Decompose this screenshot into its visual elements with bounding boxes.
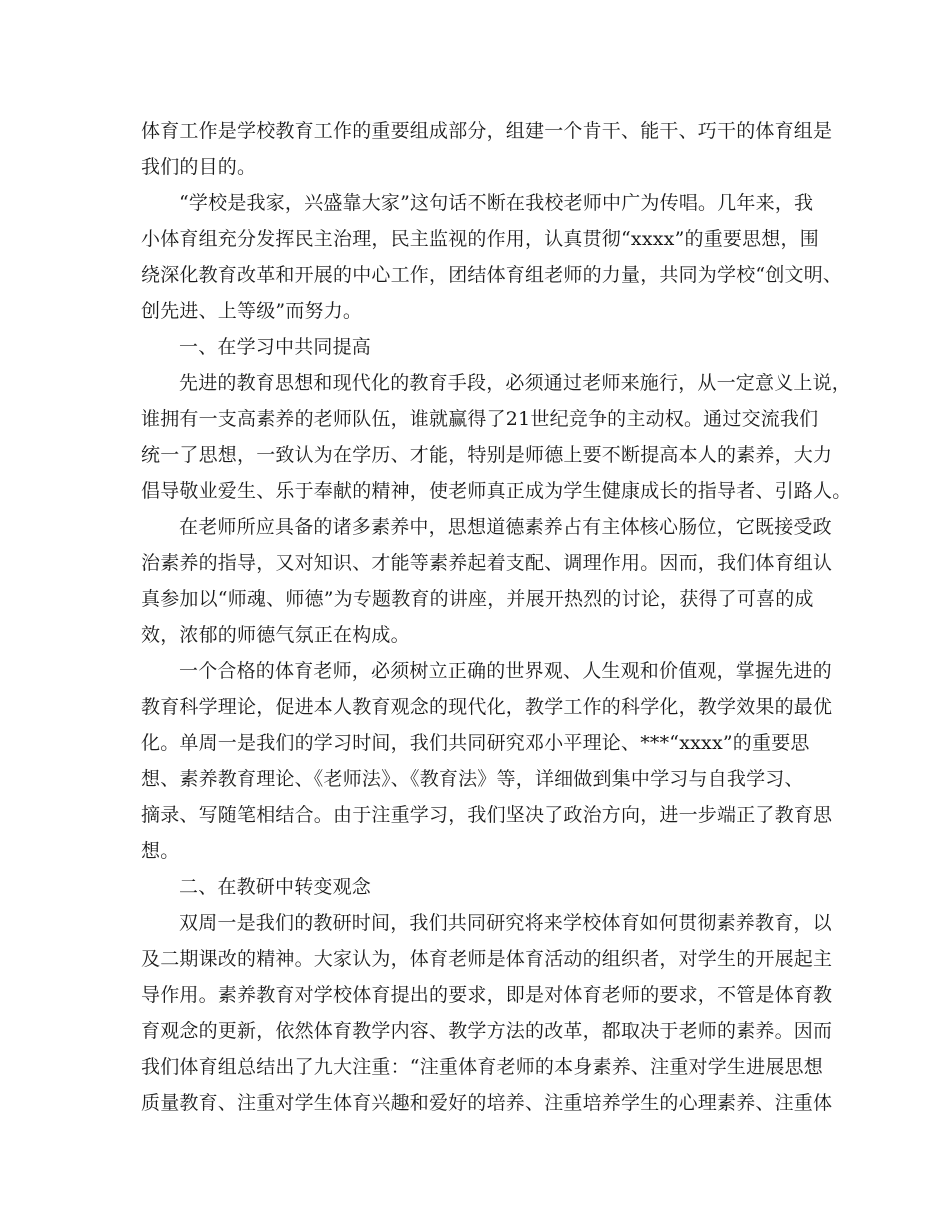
paragraph-start: 在老师所应具备的诸多素养中，思想道德素养占有主体核心肠位，它既接受政 [179,516,832,538]
text-line: 我们体育组总结出了九大注重：“注重体育老师的本身素养、注重对学生进展思想 [141,1056,823,1078]
text-line: 小体育组充分发挥民主治理，民主监视的作用，认真贯彻“xxxx”的重要思想，围 [141,228,819,250]
text-line: 统一了思想，一致认为在学历、才能，特别是师德上要不断提高本人的素养，大力 [141,444,833,466]
text-line: 真参加以“师魂、师德”为专题教育的讲座，并展开热烈的讨论，获得了可喜的成 [141,588,814,610]
text-line: 育观念的更新，依然体育教学内容、教学方法的改革，都取决于老师的素养。因而 [141,1020,833,1042]
text-line: 摘录、写随笔相结合。由于注重学习，我们坚决了政治方向，进一步端正了教育思 [141,804,833,826]
text-line: 治素养的指导，又对知识、才能等素养起着支配、调理作用。因而，我们体育组认 [141,552,833,574]
section-heading: 一、在学习中共同提高 [179,336,372,358]
text-line: 倡导敬业爱生、乐于奉献的精神，使老师真正成为学生健康成长的指导者、引路人。 [141,480,852,502]
text-line: 绕深化教育改革和开展的中心工作，团结体育组老师的力量，共同为学校“创文明、 [141,264,843,286]
text-line: 创先进、上等级”而努力。 [141,300,363,322]
text-line: 体育工作是学校教育工作的重要组成部分，组建一个肯干、能干、巧干的体育组是 [141,120,833,142]
text-line: 想、素养教育理论、《老师法》、《教育法》等，详细做到集中学习与自我学习、 [141,768,804,790]
section-heading: 二、在教研中转变观念 [179,876,372,898]
paragraph-start: 双周一是我们的教研时间，我们共同研究将来学校体育如何贯彻素养教育，以 [179,912,832,934]
text-line: 质量教育、注重对学生体育兴趣和爱好的培养、注重培养学生的心理素养、注重体 [141,1092,833,1114]
text-line: 教育科学理论，促进本人教育观念的现代化，教学工作的科学化，教学效果的最优 [141,696,833,718]
text-line: 效，浓郁的师德气氛正在构成。 [141,624,410,646]
text-line: 我们的目的。 [141,156,257,178]
text-line: 化。单周一是我们的学习时间，我们共同研究邓小平理论、***“xxxx”的重要思 [141,732,810,754]
paragraph-start: 先进的教育思想和现代化的教育手段，必须通过老师来施行，从一定意义上说， [179,372,852,394]
paragraph-start: “学校是我家，兴盛靠大家”这句话不断在我校老师中广为传唱。几年来，我 [179,192,814,214]
text-line: 导作用。素养教育对学校体育提出的要求，即是对体育老师的要求，不管是体育教 [141,984,833,1006]
text-line: 谁拥有一支高素养的老师队伍，谁就赢得了21世纪竞争的主动权。通过交流我们 [141,408,819,430]
paragraph-start: 一个合格的体育老师，必须树立正确的世界观、人生观和价值观，掌握先进的 [179,660,832,682]
text-line: 及二期课改的精神。大家认为，体育老师是体育活动的组织者，对学生的开展起主 [141,948,833,970]
text-line: 想。 [141,840,180,862]
